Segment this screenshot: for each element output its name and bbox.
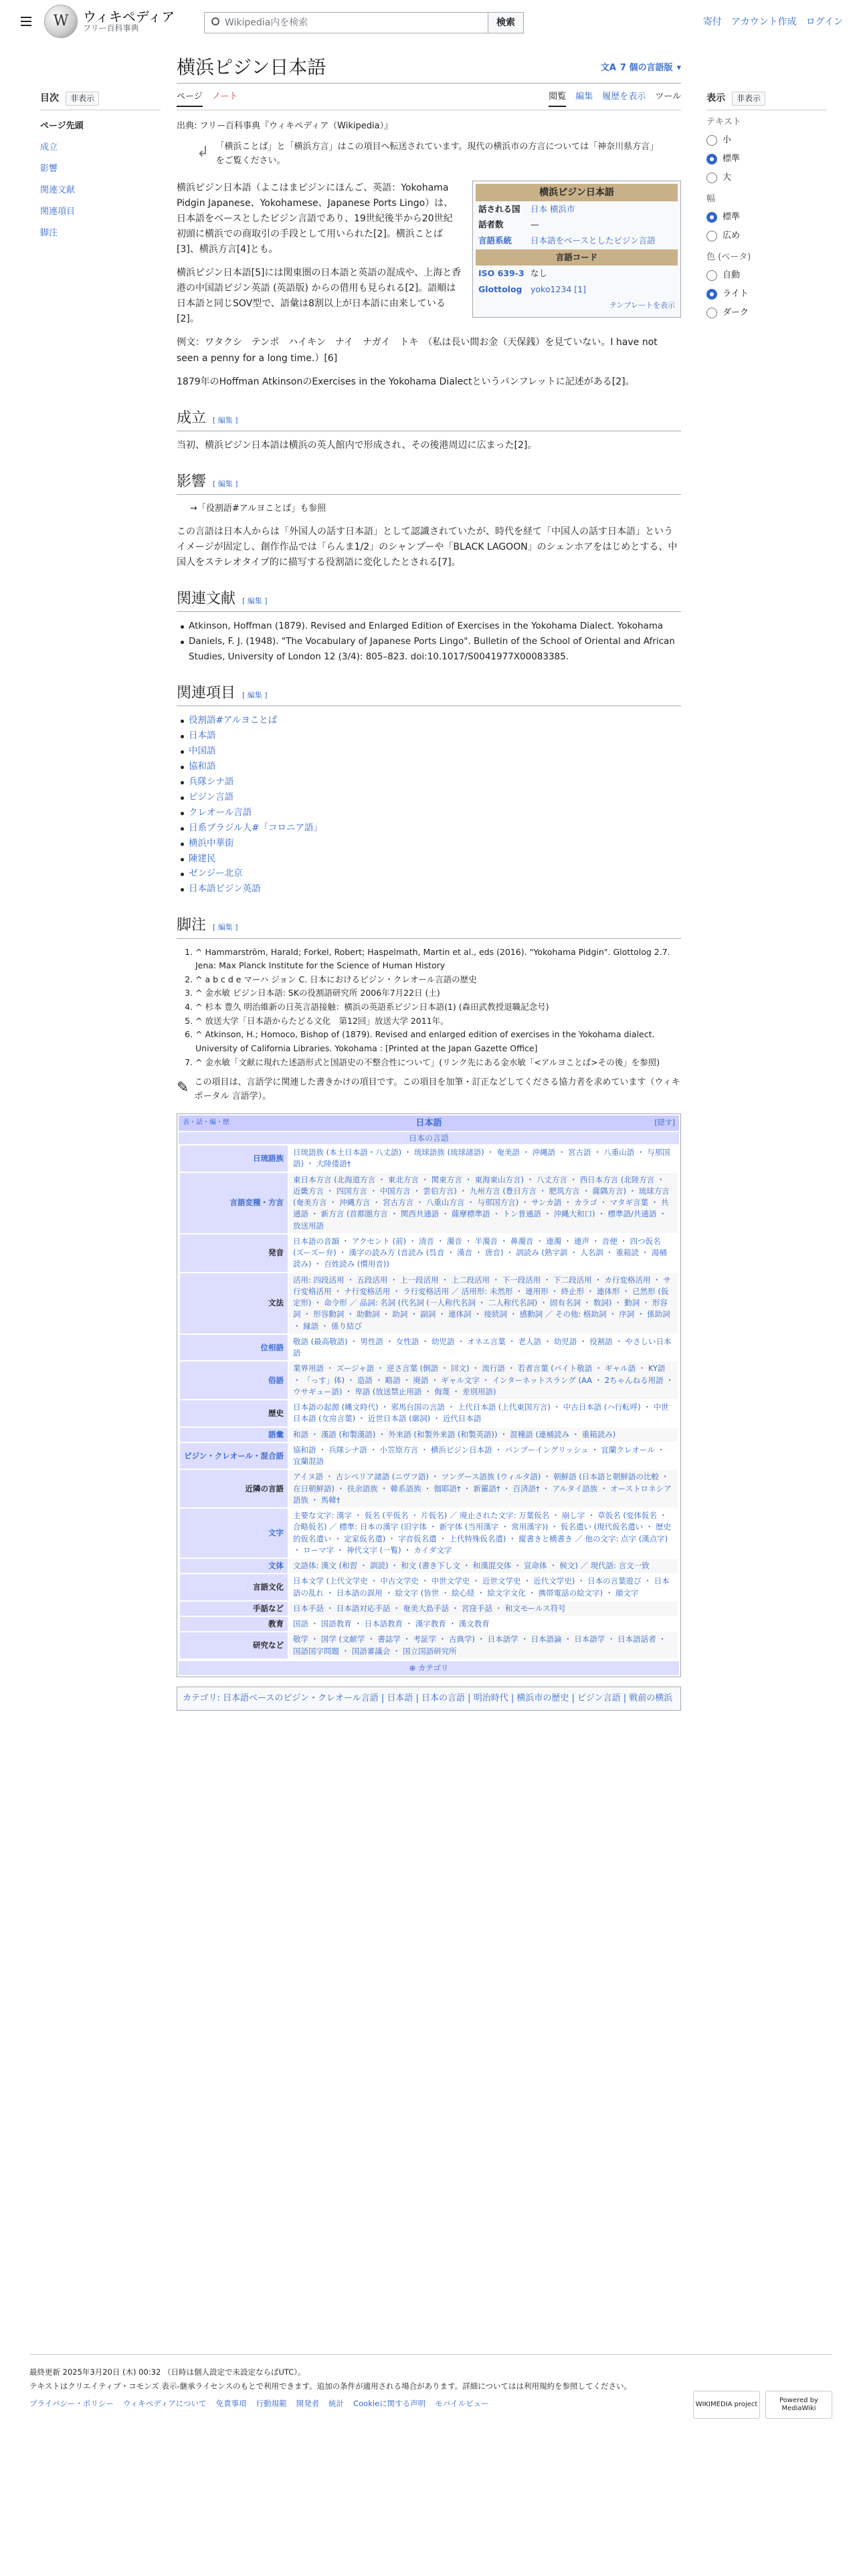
navbox-row: 俗語 業界用語 ・ ズージャ語 ・ 逆さ言葉 (倒語 ・ 回文) ・ 流行語 ・ 若者言葉 (バイト敬語 ・ ギャル語 ・ KY語 ・ 「っす」体) ・ 造語 ・ 略語 ・ 廃語 ・ ギャル文字 ・ インターネットスラング (AA ・ 2ちゃんねる用語 ・ ウサギュー語) ・ 卑語 (放送禁止用語 ・ 侮蔑 ・ 差別用語)	[180, 1362, 678, 1399]
search-input[interactable]: Wikipedia内を検索	[204, 12, 488, 33]
footer-link[interactable]: Cookieに関する声明	[353, 2399, 426, 2409]
reference-item: 1. ^ Hammarström, Harald; Forkel, Robert; Haspelmath, Martin et al., eds (2016). "Yokohama Pidgin". Glottolog 2.7. Jena: Max Planck Institute for the Science of Human History	[195, 946, 681, 973]
width-wide[interactable]: 広め	[706, 227, 827, 245]
list-item[interactable]: ゼンジー北京	[189, 866, 681, 881]
list-item[interactable]: 陳建民	[189, 851, 681, 867]
edit-section-link[interactable]: [ 編集 ]	[213, 415, 238, 425]
text-size-standard[interactable]: 標準	[706, 150, 827, 169]
infobox-row: Glottolog yoko1234 [1]	[478, 284, 586, 294]
related-list	[189, 713, 681, 897]
appearance-panel	[706, 91, 827, 322]
page-title: 横浜ピジン日本語	[177, 58, 326, 78]
chevron-down-icon: ▾	[676, 62, 681, 73]
main-menu-icon[interactable]	[16, 11, 36, 31]
navbox-vte-links[interactable]: 表・話・編・歴	[183, 1118, 229, 1126]
login-link[interactable]: ログイン	[805, 17, 843, 27]
infobox-section: 言語コード	[476, 249, 678, 265]
list-item[interactable]: 横浜中華街	[189, 836, 681, 851]
infobox-row: 言語系統 日本語をベースとしたピジン言語	[478, 235, 656, 245]
reference-item: 7. ^ 金水敏「文献に現れた述語形式と国語史の不整合性について」(リンク先にある金水敏「<アルヨことば>その後」を参照)	[195, 1056, 681, 1070]
toc-hide-button[interactable]: 非表示	[66, 92, 99, 106]
category-icon: ⊕	[409, 1662, 416, 1673]
last-modified: 最終更新 2025年3月20日 (木) 00:32 （日時は個人設定で未設定ならばUTC）。	[29, 2367, 306, 2377]
paragraph: この言語は日本人からは「外国人の話す日本語」として認識されていたが、時代を経て「中国人の話す日本語」というイメージが固定し、創作作品では「らんま1/2」のシャンプーや「BLACK LAGOON」のシェンホアをはじめとする、中国人をステレオタイプ的に描写する役割語に変化したとされる[7]。	[177, 526, 678, 568]
reference-item: 2. ^ a b c d e マーハ ジョン C. 日本におけるピジン・クレオール言語の歴史	[195, 973, 681, 987]
navbox-row: 位相語 敬語 (最高敬語) ・ 男性語 ・ 女性語 ・ 幼児語 ・ オネエ言葉 ・ 老人語 ・ 幼児語 ・ 役割語 ・ やさしい日本語	[180, 1335, 678, 1361]
infobox	[472, 181, 681, 318]
toc-item-bunken[interactable]: 関連文献	[40, 185, 76, 196]
navbox-row: 近隣の言語 アイヌ語 ・ 古シベリア諸語 (ニヴフ語) ・ ツングース語族 (ウィルタ語) ・ 朝鮮語 (日本語と朝鮮語の比較 ・ 在日朝鮮語) ・ 扶余語族 ・ 韓系語族 ・ 伽耶語† ・ 新羅語† ・ 百済語† ・ アルタイ語族 ・ オーストロネシア語族 ・ 馬韓†	[180, 1470, 678, 1507]
list-item[interactable]: 日本語	[189, 728, 681, 744]
toc-item-seiritsu[interactable]: 成立	[40, 142, 58, 153]
heading-seiritsu: 成立 [ 編集 ]	[177, 406, 681, 431]
color-light[interactable]: ライト	[706, 285, 827, 304]
text-size-label: テキスト	[706, 117, 741, 128]
site-logo[interactable]	[44, 5, 175, 38]
create-account-link[interactable]: アカウント作成	[731, 17, 797, 27]
references-list	[195, 946, 681, 1070]
redirect-icon: ↲	[197, 143, 209, 160]
hatnote: ↲ 「横浜ことば」と「横浜方言」はこの項目へ転送されています。現代の横浜市の方言については「神奈川県方言」をご覧ください。	[177, 140, 681, 169]
navbox-row: 教育 国語 ・ 国語教育 ・ 日本語教育 ・ 漢字教育 ・ 漢文教育	[180, 1617, 678, 1631]
navbox-category-link[interactable]: ⊕ カテゴリ	[179, 1661, 679, 1675]
list-item: Daniels, F. J. (1948). "The Vocabulary of Japanese Ports Lingo". Bulletin of the School of Oriental and African Studies, University of London 12 (3/4): 805–823. doi:10.1017/S0041977X00083385.	[189, 634, 681, 665]
edit-section-link[interactable]: [ 編集 ]	[242, 596, 268, 605]
infobox-caption: 横浜ピジン日本語	[476, 184, 678, 201]
navbox-row: 語彙 和語 ・ 漢語 (和製漢語) ・ 外来語 (和製外来語 (和製英語)) ・ 混種語 (連桶読み ・ 重箱読み)	[180, 1428, 678, 1442]
width-label: 幅	[706, 194, 716, 205]
search-button[interactable]: 検索	[488, 12, 524, 33]
list-item[interactable]: ピジン言語	[189, 790, 681, 805]
list-item[interactable]: 中国語	[189, 744, 681, 759]
tab-tools[interactable]: ツール	[655, 92, 681, 102]
donate-link[interactable]: 寄付	[702, 17, 722, 27]
navbox-row: 研究など 敬学 ・ 国学 (文献学 ・ 書誌学 ・ 考証学 ・ 古典学) ・ 日本語学 ・ 日本語論 ・ 日本語学 ・ 日本語話者 ・ 国語国字問題 ・ 国語審議会 ・ 国立国語研究所	[180, 1632, 678, 1658]
wikimedia-badge[interactable]: WIKIMEDIA project	[693, 2391, 760, 2419]
appearance-hide-button[interactable]: 非表示	[732, 92, 765, 106]
list-item[interactable]: 日系ブラジル人#「コロニア語」	[189, 821, 681, 836]
list-item[interactable]: クレオール言語	[189, 805, 681, 821]
table-of-contents	[40, 91, 161, 244]
navbox-row: ピジン・クレオール・混合語 協和語 ・ 兵隊シナ語 ・ 小笠原方言 ・ 横浜ピジン日本語 ・ バンブーイングリッシュ ・ 宜蘭クレオール ・ 宜蘭混語	[180, 1443, 678, 1469]
page-footer	[29, 2354, 832, 2411]
heading-kyakuchu: 脚注 [ 編集 ]	[177, 913, 681, 938]
toc-item-top[interactable]: ページ先頭	[40, 121, 84, 132]
pencil-icon: ✎	[177, 1079, 189, 1097]
footer-badges	[693, 2391, 832, 2419]
paragraph: 横浜ピジン日本語（よこはまピジンにほんご、英語：Yokohama Pidgin Japanese、Yokohamese、Japanese Ports Lingo）は、日本語をベースとしたピジン言語であり、19世紀後半から20世紀初頭に横浜での商取引の手段として用いられた[2]。横浜ことば[3]、横浜方言[4]とも。	[177, 182, 454, 255]
list-item: Atkinson, Hoffman (1879). Revised and Enlarged Edition of Exercises in the Yokohama Dialect. Yokohama	[189, 619, 681, 634]
footer-link[interactable]: 統計	[328, 2399, 345, 2409]
color-auto[interactable]: 自動	[706, 266, 827, 285]
category-links[interactable]: カテゴリ: 日本語ベースのピジン・クレオール言語 | 日本語 | 日本の言語 | 明治時代 | 横浜市の歴史 | ピジン言語 | 戦前の横浜	[177, 1687, 681, 1711]
search-form	[204, 12, 524, 33]
footer-link[interactable]: 開発者	[296, 2399, 320, 2409]
user-links	[703, 15, 843, 29]
navbox-table	[179, 1144, 679, 1660]
reference-item: 3. ^ 金水敏 ピジン日本語: SKの役割語研究所 2006年7月22日 (土)	[195, 986, 681, 1000]
wordmark: ウィキペディア	[83, 9, 175, 25]
footer-link[interactable]: プライバシー・ポリシー	[29, 2399, 114, 2409]
edit-section-link[interactable]: [ 編集 ]	[242, 690, 268, 700]
navbox	[177, 1113, 681, 1678]
tab-page[interactable]: ページ	[177, 90, 203, 107]
stub-notice: ✎ この項目は、言語学に関連した書きかけの項目です。この項目を加筆・訂正などしてくださる協力者を求めています（ウィキポータル 言語学）。	[177, 1077, 680, 1101]
paragraph: 1879年のHoffman AtkinsonのExercises in the Yokohama Dialectというパンフレットに記述がある[2]。	[177, 376, 635, 387]
reference-item: 4. ^ 杉本 豊久 明治維新の日英言語接触：横浜の英語系ピジン日本語(1) (森田武教授退職記念号)	[195, 1000, 681, 1014]
color-dark[interactable]: ダーク	[706, 304, 827, 322]
paragraph: 横浜ピジン日本語[5]には関東圏の日本語と英語の混成や、上海と香港の中国語ピジン英語 (英語版) からの借用も見られる[2]。語順は日本語と同じSOV型で、語彙は8割以上が日本語に由来している[2]。	[177, 267, 462, 325]
license-text: テキストはクリエイティブ・コモンズ 表示-継承ライセンスのもとで利用できます。追加の条件が適用される場合があります。詳細についてはは利用規約を参照してください。	[29, 2381, 632, 2391]
tagline: フリー百科事典	[83, 23, 139, 33]
wikipedia-globe-icon: W	[44, 5, 78, 38]
toc-item-eikyo[interactable]: 影響	[40, 164, 58, 175]
navbox-subtitle[interactable]: 日本の言語	[179, 1132, 679, 1144]
navbox-row: 文字 主要な文字: 漢字 ・ 仮名 (平仮名 ・ 片仮名) ／ 廃止された文字: 万葉仮名 ・ 崩し字 ・ 草仮名 (変体仮名 ・ 合略仮名) ／ 標準: 日本の漢字 (旧字体 ・ 新字体 (当用漢字 ・ 常用漢字)) ・ 仮名遣い (現代仮名遣い ・ 歴史的仮名遣い ・ 定家仮名遣) ・ 字音仮名遣 ・ 上代特殊仮名遣) ・ 縦書きと横書き ／ 他の文字: 点字 (漢点字) ・ ローマ字 ・ 神代文字 (一覧) ・ カイダ文字	[180, 1509, 678, 1558]
edit-section-link[interactable]: [ 編集 ]	[213, 923, 238, 932]
footer-link[interactable]: 行動規範	[256, 2399, 287, 2409]
page-tabs	[177, 90, 681, 110]
reference-item: 6. ^ Atkinson, H.; Homoco, Bishop of (1879). Revised and enlarged edition of exercises in the Yokohama dialect. University of California Libraries. Yokohama : [Printed at the Japan Gazette Office]	[195, 1028, 681, 1055]
language-button[interactable]: 文A 7 個の言語版 ▾	[601, 62, 681, 76]
list-item[interactable]: 協和語	[189, 759, 681, 774]
navbox-row: 歴史 日本語の起源 (縄文時代) ・ 邪馬台国の言語 ・ 上代日本語 (上代東国方言) ・ 中古日本語 (ハ行転呼) ・ 中世日本語 (女房言葉) ・ 近世日本語 (廓詞) ・ 近代日本語	[180, 1400, 678, 1426]
toc-title: 目次	[40, 93, 59, 104]
article-content	[177, 56, 681, 1711]
tab-edit[interactable]: 編集	[575, 92, 593, 102]
navbox-hide-button[interactable]: [隠す]	[654, 1117, 675, 1127]
list-item[interactable]: 日本語ピジン英語	[189, 881, 681, 897]
edit-section-link[interactable]: [ 編集 ]	[213, 479, 238, 488]
navbox-row: 日琉語族 日琉語族 (本土日本語・八丈語) ・ 琉球語族 (琉球諸語) ・ 奄美語 ・ 沖縄語 ・ 宮古語 ・ 八重山語 ・ 与那国語) ・ 大陸倭語†	[180, 1146, 678, 1172]
tab-history[interactable]: 履歴を表示	[602, 92, 646, 102]
heading-bunken: 関連文献 [ 編集 ]	[177, 586, 681, 612]
footer-link[interactable]: モバイルビュー	[435, 2399, 489, 2409]
site-header	[0, 0, 859, 43]
width-standard[interactable]: 標準	[706, 208, 827, 227]
infobox-row: 話者数 —	[478, 219, 539, 230]
list-item[interactable]: 役割語#アルヨことば	[189, 713, 681, 728]
toc-item-kyakuchu[interactable]: 脚注	[40, 228, 58, 239]
toc-item-kanren[interactable]: 関連項目	[40, 207, 76, 217]
navbox-row: 発音 日本語の音韻 ・ アクセント (前) ・ 清音 ・ 濁音 ・ 半濁音 ・ 鼻濁音 ・ 連濁 ・ 連声 ・ 音便 ・ 四つ仮名 (ズーズー弁) ・ 漢字の読み方 (音読み (呉音 ・ 漢音 ・ 唐音) ・ 訓読み (熟字訓 ・ 人名訓 ・ 重箱読 ・ 湯桶読み) ・ 百姓読み (慣用音))	[180, 1235, 678, 1272]
search-icon	[211, 17, 219, 25]
site-sub: 出典: フリー百科事典『ウィキペディア（Wikipedia）』	[177, 121, 393, 132]
footer-link[interactable]: ウィキペディアについて	[122, 2399, 207, 2409]
paragraph: 当初、横浜ピジン日本語は横浜の英人館内で形成され、その後港周辺に広まった[2]。	[177, 439, 537, 451]
footer-link[interactable]: 免責事項	[215, 2399, 247, 2409]
see-also-note[interactable]: →「役割語#アルヨことば」も参照	[190, 504, 326, 514]
text-size-small[interactable]: 小	[706, 131, 827, 150]
bibliography-list	[189, 619, 681, 665]
navbox-row: 言語文化 日本文学 (上代文学史 ・ 中古文学史 ・ 中世文学史 ・ 近世文学史 ・ 近代文学史) ・ 日本の言葉遊び ・ 日本語の乱れ ・ 日本語の誤用 ・ 絵文字 (皆世 ・ 絵心経 ・ 絵文字文化 ・ 携帯電話の絵文字) ・ 顔文字	[180, 1574, 678, 1600]
color-label: 色 (ベータ)	[706, 251, 751, 262]
tab-talk[interactable]: ノート	[211, 92, 238, 102]
appearance-title: 表示	[706, 93, 725, 104]
navbox-row: 言語変種・方言 東日本方言 (北海道方言 ・ 東北方言 ・ 関東方言 ・ 東海東山方言) ・ 八丈方言 ・ 西日本方言 (北陸方言 ・ 近畿方言 ・ 四国方言 ・ 中国方言 ・ 雲伯方言) ・ 九州方言 (豊日方言 ・ 肥筑方言 ・ 薩隅方言) ・ 琉球方言 (奄美方言 ・ 沖縄方言 ・ 宮古方言 ・ 八重山方言 ・ 与那国方言) ・ サンカ語 ・ カラゴ ・ マタギ言葉 ・ 共通語 ・ 新方言 (首都圏方言 ・ 関西共通語 ・ 薩摩標準語 ・ トン普通語 ・ 沖縄大和口) ・ 標準語/共通語 ・ 放送用語	[180, 1173, 678, 1233]
mediawiki-badge[interactable]: Powered by MediaWiki	[765, 2391, 832, 2419]
translate-icon: 文A	[600, 62, 616, 73]
navbox-row: 手話など 日本手話 ・ 日本語対応手話 ・ 奄美大島手話 ・ 宮窪手話 ・ 和文モールス符号	[180, 1602, 678, 1616]
navbox-title: 表・話・編・歴 日本語 [隠す]	[179, 1115, 679, 1132]
list-item[interactable]: 兵隊シナ語	[189, 774, 681, 790]
paragraph: 例文：ワタクシ テンポ ハイキン ナイ ナガイ トキ （私は長い間お金（天保銭）を見ていない。I have not seen a penny for a long time.）[6]	[177, 337, 658, 364]
navbox-row: 文法 活用: 四段活用 ・ 五段活用 ・ 上一段活用 ・ 上二段活用 ・ 下一段活用 ・ 下二段活用 ・ カ行変格活用 ・ サ行変格活用 ・ ナ行変格活用 ・ ラ行変格活用 ／ 活用形: 未然形 ・ 連用形 ・ 終止形 ・ 連体形 ・ 已然形 (仮定形) ・ 命令形 ／ 品詞: 名詞 (代名詞 (一人称代名詞 ・ 二人称代名詞) ・ 固有名詞 ・ 数詞) ・ 動詞 ・ 形容詞 ・ 形容動詞 ・ 助動詞 ・ 助詞 ・ 副詞 ・ 連体詞 ・ 接続詞 ・ 感動詞 ／ その他: 格助詞 ・ 序詞 ・ 係助詞 ・ 縁語 ・ 係り結び	[180, 1273, 678, 1333]
heading-eikyo: 影響 [ 編集 ]	[177, 469, 681, 495]
heading-kanren: 関連項目 [ 編集 ]	[177, 681, 681, 706]
tab-read[interactable]: 閲覧	[549, 90, 566, 107]
infobox-row: 話される国 日本 横浜市	[478, 203, 575, 214]
reference-item: 5. ^ 放送大学「日本語からたどる文化 第12回」放送大学 2011年。	[195, 1014, 681, 1029]
navbox-row: 文体 文語体: 漢文 (和習 ・ 訓読) ・ 和文 (書き下し文 ・ 和漢混交体 ・ 宣命体 ・ 候文) ／ 現代語: 言文一致	[180, 1559, 678, 1573]
infobox-row: ISO 639-3 なし	[478, 268, 548, 279]
text-size-large[interactable]: 大	[706, 169, 827, 187]
template-link[interactable]: テンプレートを表示	[609, 301, 675, 310]
